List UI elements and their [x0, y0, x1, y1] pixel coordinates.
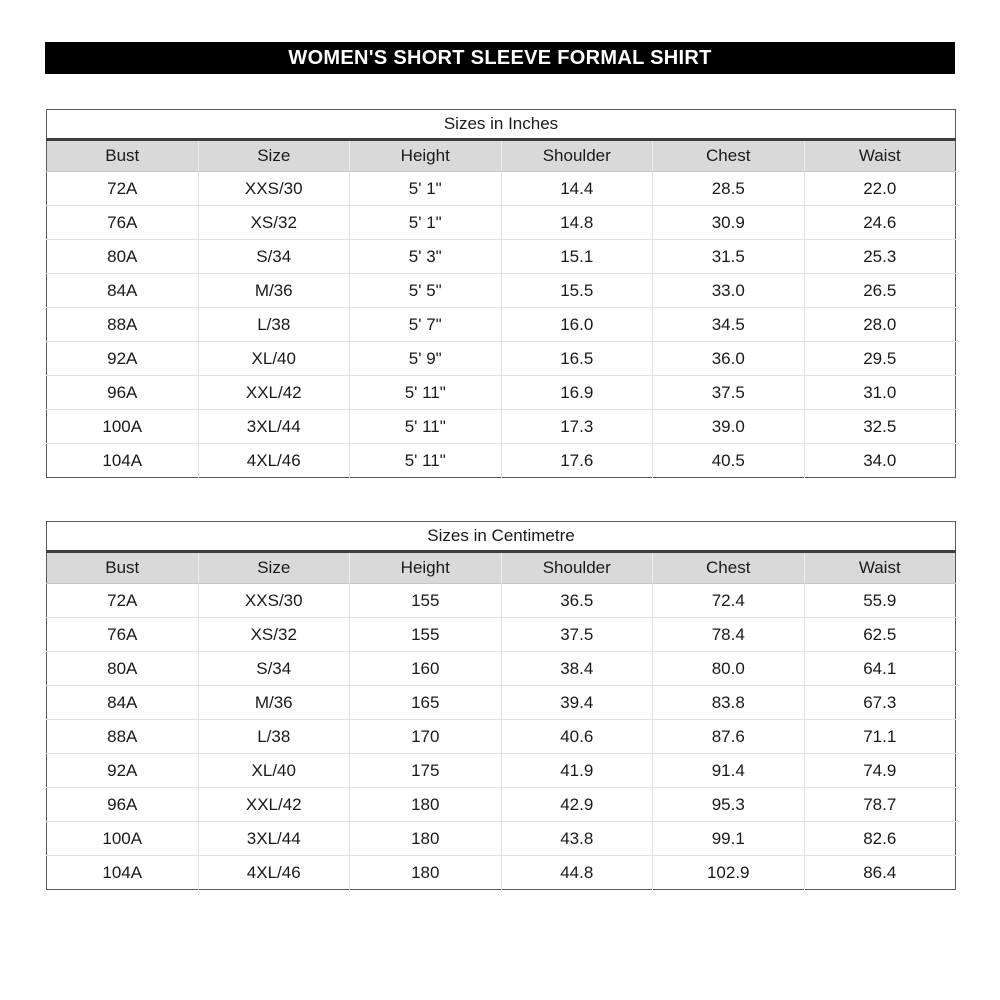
table-row	[47, 856, 956, 890]
table-cell: 17.6	[501, 444, 653, 478]
table-row	[47, 652, 956, 686]
table-cell: 16.9	[501, 376, 653, 410]
table-row	[47, 308, 956, 342]
table-cell: XXL/42	[198, 788, 350, 822]
table-cell: 84A	[47, 686, 199, 720]
table-cell: M/36	[198, 686, 350, 720]
table-cell: XXS/30	[198, 172, 350, 206]
table-cell: 40.5	[653, 444, 805, 478]
centimetre-table-section	[46, 521, 956, 890]
table-cell: 43.8	[501, 822, 653, 856]
table-cell: 67.3	[804, 686, 956, 720]
table-cell: 3XL/44	[198, 822, 350, 856]
column-header: Bust	[47, 140, 199, 172]
table-cell: 96A	[47, 376, 199, 410]
table-cell: XS/32	[198, 618, 350, 652]
table-cell: 5' 1"	[350, 172, 502, 206]
table-cell: 100A	[47, 822, 199, 856]
table-cell: 41.9	[501, 754, 653, 788]
table-cell: 3XL/44	[198, 410, 350, 444]
table-cell: 160	[350, 652, 502, 686]
table-cell: 102.9	[653, 856, 805, 890]
table-cell: 39.4	[501, 686, 653, 720]
column-header: Size	[198, 140, 350, 172]
table-cell: 83.8	[653, 686, 805, 720]
table-cell: 40.6	[501, 720, 653, 754]
table-row	[47, 584, 956, 618]
table-cell: 64.1	[804, 652, 956, 686]
table-cell: 76A	[47, 206, 199, 240]
table-cell: 92A	[47, 754, 199, 788]
table-cell: L/38	[198, 308, 350, 342]
table-cell: 86.4	[804, 856, 956, 890]
table-cell: XXS/30	[198, 584, 350, 618]
table-cell: 165	[350, 686, 502, 720]
table-cell: 5' 7"	[350, 308, 502, 342]
table-cell: 5' 5"	[350, 274, 502, 308]
table-row	[47, 754, 956, 788]
table-cell: XL/40	[198, 754, 350, 788]
table-cell: 72A	[47, 172, 199, 206]
table-cell: XS/32	[198, 206, 350, 240]
table-cell: 44.8	[501, 856, 653, 890]
table-cell: 95.3	[653, 788, 805, 822]
table-cell: 32.5	[804, 410, 956, 444]
table-cell: 5' 3"	[350, 240, 502, 274]
table-row	[47, 788, 956, 822]
table-cell: 5' 11"	[350, 410, 502, 444]
title-banner	[45, 42, 955, 74]
table-cell: 4XL/46	[198, 444, 350, 478]
table-cell: 34.5	[653, 308, 805, 342]
table-cell: 17.3	[501, 410, 653, 444]
table-cell: 88A	[47, 308, 199, 342]
table-cell: 16.5	[501, 342, 653, 376]
table-cell: 22.0	[804, 172, 956, 206]
table-cell: 37.5	[653, 376, 805, 410]
table-cell: 24.6	[804, 206, 956, 240]
table-row	[47, 240, 956, 274]
table-cell: 34.0	[804, 444, 956, 478]
table-title-row	[47, 522, 956, 552]
column-header: Shoulder	[501, 552, 653, 584]
table-row	[47, 444, 956, 478]
table-cell: 80.0	[653, 652, 805, 686]
table-cell: 15.5	[501, 274, 653, 308]
table-cell: 96A	[47, 788, 199, 822]
table-cell: XXL/42	[198, 376, 350, 410]
table-cell: 78.4	[653, 618, 805, 652]
table-cell: 4XL/46	[198, 856, 350, 890]
table-cell: 39.0	[653, 410, 805, 444]
column-header: Bust	[47, 552, 199, 584]
column-header: Waist	[804, 552, 956, 584]
column-header: Shoulder	[501, 140, 653, 172]
table-cell: 170	[350, 720, 502, 754]
table-cell: 62.5	[804, 618, 956, 652]
page-title: WOMEN'S SHORT SLEEVE FORMAL SHIRT	[288, 46, 712, 69]
table-cell: 28.5	[653, 172, 805, 206]
table-cell: 76A	[47, 618, 199, 652]
table-cell: 155	[350, 584, 502, 618]
column-header: Chest	[653, 552, 805, 584]
table-cell: 72A	[47, 584, 199, 618]
table-cell: 104A	[47, 444, 199, 478]
table-cell: 84A	[47, 274, 199, 308]
table-row	[47, 618, 956, 652]
column-header: Size	[198, 552, 350, 584]
centimetre-size-table	[46, 521, 956, 890]
table-cell: 28.0	[804, 308, 956, 342]
table-cell: 16.0	[501, 308, 653, 342]
table-row	[47, 376, 956, 410]
table-cell: 100A	[47, 410, 199, 444]
table-cell: 25.3	[804, 240, 956, 274]
table-cell: XL/40	[198, 342, 350, 376]
table-cell: 99.1	[653, 822, 805, 856]
table-cell: 14.4	[501, 172, 653, 206]
table-cell: 155	[350, 618, 502, 652]
table-cell: 29.5	[804, 342, 956, 376]
table-body	[47, 172, 956, 478]
table-body	[47, 584, 956, 890]
table-cell: 5' 11"	[350, 376, 502, 410]
table-cell: 14.8	[501, 206, 653, 240]
table-row	[47, 172, 956, 206]
table-row	[47, 822, 956, 856]
table-cell: 92A	[47, 342, 199, 376]
table-title: Sizes in Inches	[47, 110, 956, 140]
table-cell: 5' 9"	[350, 342, 502, 376]
header-row	[47, 552, 956, 584]
table-row	[47, 206, 956, 240]
table-row	[47, 720, 956, 754]
table-cell: L/38	[198, 720, 350, 754]
table-cell: 88A	[47, 720, 199, 754]
table-cell: 36.0	[653, 342, 805, 376]
table-cell: 5' 11"	[350, 444, 502, 478]
table-row	[47, 686, 956, 720]
table-cell: 36.5	[501, 584, 653, 618]
column-header: Height	[350, 140, 502, 172]
table-cell: 82.6	[804, 822, 956, 856]
column-header: Waist	[804, 140, 956, 172]
inches-size-table	[46, 109, 956, 478]
table-cell: 42.9	[501, 788, 653, 822]
table-cell: 180	[350, 822, 502, 856]
table-row	[47, 410, 956, 444]
inches-table-section	[46, 109, 956, 478]
header-row	[47, 140, 956, 172]
table-cell: 74.9	[804, 754, 956, 788]
table-cell: S/34	[198, 652, 350, 686]
table-cell: S/34	[198, 240, 350, 274]
table-row	[47, 274, 956, 308]
table-cell: 71.1	[804, 720, 956, 754]
table-cell: 30.9	[653, 206, 805, 240]
table-cell: 33.0	[653, 274, 805, 308]
table-row	[47, 342, 956, 376]
column-header: Chest	[653, 140, 805, 172]
table-cell: 31.0	[804, 376, 956, 410]
table-cell: 38.4	[501, 652, 653, 686]
table-cell: 15.1	[501, 240, 653, 274]
table-cell: 72.4	[653, 584, 805, 618]
column-header: Height	[350, 552, 502, 584]
table-cell: 78.7	[804, 788, 956, 822]
table-cell: 180	[350, 856, 502, 890]
table-cell: 91.4	[653, 754, 805, 788]
table-title: Sizes in Centimetre	[47, 522, 956, 552]
table-cell: 80A	[47, 240, 199, 274]
table-cell: 104A	[47, 856, 199, 890]
table-cell: 180	[350, 788, 502, 822]
table-cell: 26.5	[804, 274, 956, 308]
table-cell: 31.5	[653, 240, 805, 274]
table-cell: 87.6	[653, 720, 805, 754]
table-title-row	[47, 110, 956, 140]
table-cell: 37.5	[501, 618, 653, 652]
table-cell: 55.9	[804, 584, 956, 618]
table-cell: M/36	[198, 274, 350, 308]
table-cell: 175	[350, 754, 502, 788]
table-cell: 80A	[47, 652, 199, 686]
table-cell: 5' 1"	[350, 206, 502, 240]
